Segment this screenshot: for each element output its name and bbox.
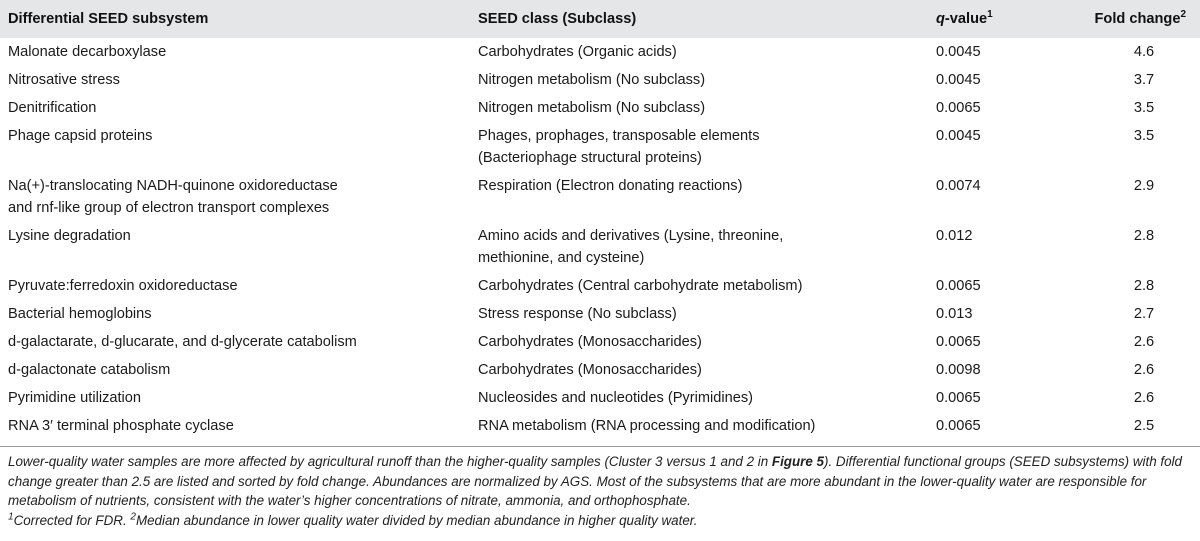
- header-qvalue-sup: 1: [987, 9, 993, 21]
- cell-subsystem: [0, 222, 470, 272]
- cell-subsystem-line: Lysine degradation: [8, 228, 131, 244]
- header-fold-change: [1068, 0, 1200, 38]
- cell-subsystem-line: Pyrimidine utilization: [8, 390, 142, 406]
- cell-qvalue: 0.0065: [936, 334, 981, 350]
- cell-seed-class: [470, 328, 928, 356]
- cell-subsystem-line: d-galactonate catabolism: [8, 362, 171, 378]
- cell-qvalue: 0.013: [936, 306, 973, 322]
- cell-qvalue: 0.0065: [936, 278, 981, 294]
- cell-seed-class-line: Stress response (No subclass): [478, 306, 677, 322]
- cell-qvalue: 0.0045: [936, 44, 981, 60]
- table-row: [0, 328, 1200, 356]
- cell-fold-change: 3.5: [1133, 128, 1155, 144]
- header-subsystem: Differential SEED subsystem: [8, 11, 209, 27]
- cell-seed-class-line: Nitrogen metabolism (No subclass): [478, 72, 706, 88]
- cell-seed-class: [470, 356, 928, 384]
- cell-subsystem: [0, 412, 470, 443]
- cell-seed-class-line: Carbohydrates (Organic acids): [478, 44, 677, 60]
- cell-fold-change: 3.5: [1133, 100, 1155, 116]
- header-fold-sup: 2: [1180, 9, 1186, 21]
- cell-fold-change: 2.6: [1133, 362, 1155, 378]
- caption-part2: ). Differential functional groups (SEED subsystems) with fold change greater than 2.5 are listed and sorted by fold change. Abundances are normalized by AGS. Most of the subsystems that are more abundant in the lower-quality water are responsible for metabolism of nutrients, consistent with the water’s higher concentrations of nitrate, ammonia, and orthophosphate.: [8, 454, 1182, 508]
- cell-seed-class: [470, 300, 928, 328]
- cell-qvalue: 0.0065: [936, 100, 981, 116]
- table-row: [0, 38, 1200, 66]
- cell-subsystem-line: Na(+)-translocating NADH-quinone oxidoreductase: [8, 178, 338, 194]
- cell-seed-class: [470, 172, 928, 222]
- cell-subsystem: [0, 300, 470, 328]
- cell-qvalue: 0.0045: [936, 72, 981, 88]
- table-header: [0, 0, 1200, 38]
- cell-seed-class-line: Nucleosides and nucleotides (Pyrimidines): [478, 390, 753, 406]
- cell-fold-change: 2.8: [1133, 228, 1155, 244]
- cell-seed-class: [470, 384, 928, 412]
- table-row: [0, 300, 1200, 328]
- cell-seed-class: [470, 222, 928, 272]
- header-fold-label: Fold change: [1094, 11, 1181, 27]
- cell-subsystem-line: Nitrosative stress: [8, 72, 120, 88]
- cell-subsystem: [0, 384, 470, 412]
- cell-fold-change: 2.5: [1133, 418, 1155, 434]
- cell-fold-change: 3.7: [1133, 72, 1155, 88]
- footnote-2-text: Median abundance in lower quality water divided by median abundance in higher quality water.: [135, 512, 698, 528]
- cell-seed-class: [470, 94, 928, 122]
- cell-subsystem-line: RNA 3′ terminal phosphate cyclase: [8, 418, 234, 434]
- footnote-1-text: Corrected for FDR.: [13, 512, 131, 528]
- cell-subsystem: [0, 272, 470, 300]
- table-bottom-rule: [0, 446, 1200, 447]
- cell-seed-class-line: Carbohydrates (Central carbohydrate metabolism): [478, 278, 803, 294]
- table-row: [0, 94, 1200, 122]
- cell-seed-class-line: RNA metabolism (RNA processing and modification): [478, 418, 816, 434]
- header-class: SEED class (Subclass): [478, 11, 637, 27]
- table-row: [0, 272, 1200, 300]
- table-row: [0, 66, 1200, 94]
- cell-subsystem-line: Phage capsid proteins: [8, 128, 153, 144]
- cell-subsystem-line: Bacterial hemoglobins: [8, 306, 152, 322]
- cell-qvalue: 0.0098: [936, 362, 981, 378]
- caption-part1: Lower-quality water samples are more affected by agricultural runoff than the higher-quality samples (Cluster 3 versus 1 and 2 in: [8, 454, 772, 469]
- footnote-1-mark: 1: [8, 511, 14, 523]
- footnote-2-mark: 2: [130, 511, 136, 523]
- header-qvalue-rest: -value: [944, 11, 988, 27]
- cell-subsystem-line: Denitrification: [8, 100, 97, 116]
- cell-seed-class: [470, 66, 928, 94]
- cell-seed-class-line: Nitrogen metabolism (No subclass): [478, 100, 706, 116]
- cell-fold-change: 2.6: [1133, 334, 1155, 350]
- cell-seed-class: [470, 272, 928, 300]
- table-row: [0, 356, 1200, 384]
- figure-5-link[interactable]: Figure 5: [771, 454, 824, 469]
- table-row: [0, 384, 1200, 412]
- cell-subsystem: [0, 66, 470, 94]
- cell-subsystem: [0, 38, 470, 66]
- cell-subsystem: [0, 122, 470, 172]
- cell-seed-class-line: methionine, and cysteine): [478, 250, 645, 266]
- header-row: [0, 0, 1200, 38]
- cell-qvalue: 0.0074: [936, 178, 981, 194]
- cell-fold-change: 2.9: [1133, 178, 1155, 194]
- cell-subsystem: [0, 172, 470, 222]
- cell-seed-class-line: Phages, prophages, transposable elements: [478, 128, 760, 144]
- header-qvalue: [928, 0, 1068, 38]
- header-qvalue-q: q: [936, 11, 945, 27]
- cell-subsystem-line: Malonate decarboxylase: [8, 44, 167, 60]
- cell-qvalue: 0.012: [936, 228, 973, 244]
- cell-qvalue: 0.0065: [936, 418, 981, 434]
- cell-subsystem-line: d-galactarate, d-glucarate, and d-glycerate catabolism: [8, 334, 357, 350]
- cell-fold-change: 4.6: [1133, 44, 1155, 60]
- table-row: [0, 122, 1200, 172]
- cell-fold-change: 2.8: [1133, 278, 1155, 294]
- cell-subsystem-line: Pyruvate:ferredoxin oxidoreductase: [8, 278, 238, 294]
- cell-seed-class: [470, 412, 928, 443]
- cell-subsystem-line: and rnf-like group of electron transport complexes: [8, 200, 330, 216]
- cell-qvalue: 0.0045: [936, 128, 981, 144]
- cell-fold-change: 2.6: [1133, 390, 1155, 406]
- cell-seed-class-line: (Bacteriophage structural proteins): [478, 150, 702, 166]
- cell-subsystem: [0, 94, 470, 122]
- cell-fold-change: 2.7: [1133, 306, 1155, 322]
- table-row: [0, 172, 1200, 222]
- cell-subsystem: [0, 356, 470, 384]
- table-row: [0, 222, 1200, 272]
- cell-subsystem: [0, 328, 470, 356]
- table-body: [0, 38, 1200, 443]
- table-row: [0, 412, 1200, 443]
- cell-seed-class: [470, 122, 928, 172]
- cell-seed-class-line: Carbohydrates (Monosaccharides): [478, 334, 702, 350]
- table-footnote: [8, 452, 1188, 530]
- cell-qvalue: 0.0065: [936, 390, 981, 406]
- cell-seed-class-line: Amino acids and derivatives (Lysine, threonine,: [478, 228, 784, 244]
- cell-seed-class: [470, 38, 928, 66]
- cell-seed-class-line: Carbohydrates (Monosaccharides): [478, 362, 702, 378]
- cell-seed-class-line: Respiration (Electron donating reactions): [478, 178, 743, 194]
